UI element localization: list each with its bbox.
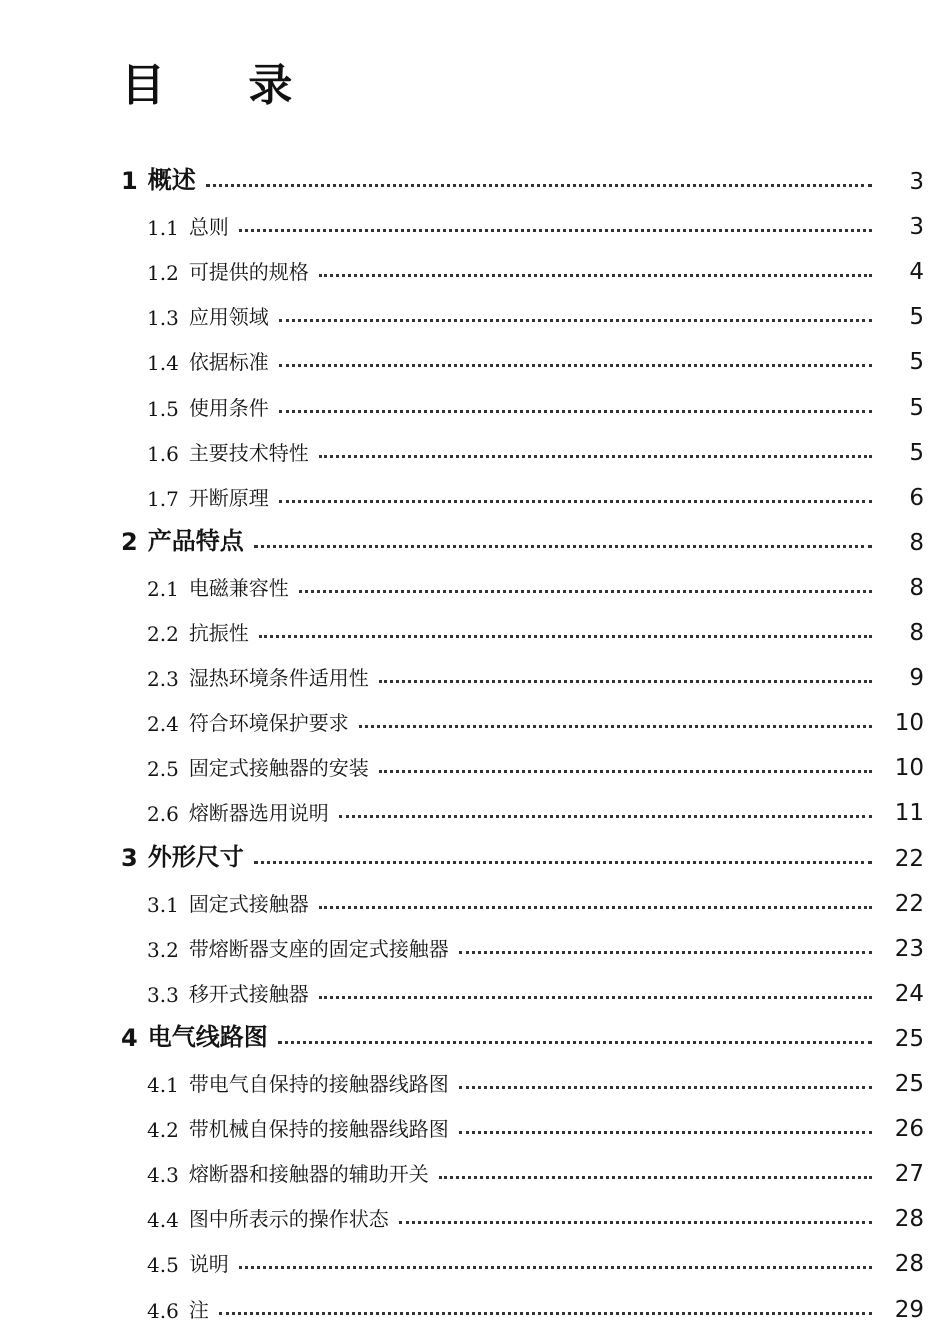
dot-leader — [254, 861, 872, 864]
entry-number: 1.7 — [147, 487, 179, 511]
entry-page-number: 3 — [909, 214, 924, 240]
toc-section-entry[interactable] — [0, 706, 950, 736]
toc-chapter-entry[interactable] — [0, 1022, 950, 1052]
toc-section-entry[interactable] — [0, 571, 950, 601]
entry-page-number: 25 — [894, 1071, 924, 1097]
entry-title: 注 — [188, 1298, 209, 1322]
toc-section-entry[interactable] — [0, 255, 950, 285]
entry-title: 图中所表示的操作状态 — [188, 1207, 389, 1231]
entry-number: 1.5 — [147, 397, 179, 421]
entry-number: 3.3 — [147, 983, 179, 1007]
entry-title: 湿热环境条件适用性 — [188, 666, 369, 690]
toc-section-entry[interactable] — [0, 932, 950, 962]
entry-title: 主要技术特性 — [188, 441, 309, 465]
entry-page-number: 4 — [909, 259, 924, 285]
entry-number: 1 — [121, 167, 138, 195]
toc-chapter-entry[interactable] — [0, 165, 950, 195]
toc-section-entry[interactable] — [0, 887, 950, 917]
dot-leader — [279, 319, 872, 322]
toc-section-entry[interactable] — [0, 751, 950, 781]
entry-title: 固定式接触器的安装 — [188, 756, 369, 780]
dot-leader — [279, 410, 872, 413]
entry-number: 4 — [121, 1024, 138, 1052]
entry-page-number: 5 — [909, 395, 924, 421]
entry-title: 产品特点 — [147, 527, 244, 555]
dot-leader — [439, 1176, 872, 1179]
entry-page-number: 25 — [894, 1026, 924, 1052]
dot-leader — [319, 274, 872, 277]
entry-title: 使用条件 — [188, 396, 269, 420]
entry-title: 抗振性 — [188, 621, 249, 645]
entry-title: 固定式接触器 — [188, 892, 309, 916]
dot-leader — [239, 229, 872, 232]
page-title: 目 录 — [121, 60, 327, 111]
entry-number: 1.4 — [147, 351, 179, 375]
toc-section-entry[interactable] — [0, 977, 950, 1007]
entry-title: 熔断器选用说明 — [188, 801, 329, 825]
entry-number: 2.2 — [147, 622, 179, 646]
dot-leader — [459, 951, 872, 954]
dot-leader — [319, 455, 872, 458]
entry-page-number: 5 — [909, 304, 924, 330]
entry-title: 熔断器和接触器的辅助开关 — [188, 1162, 429, 1186]
entry-page-number: 9 — [909, 665, 924, 691]
entry-number: 2.5 — [147, 757, 179, 781]
entry-number: 4.3 — [147, 1163, 179, 1187]
entry-title: 带机械自保持的接触器线路图 — [188, 1117, 449, 1141]
toc-section-entry[interactable] — [0, 1157, 950, 1187]
dot-leader — [379, 770, 872, 773]
entry-page-number: 27 — [894, 1161, 924, 1187]
toc-section-entry[interactable] — [0, 661, 950, 691]
entry-page-number: 11 — [894, 800, 924, 826]
entry-title: 电气线路图 — [147, 1023, 268, 1051]
dot-leader — [219, 1312, 872, 1315]
entry-title: 符合环境保护要求 — [188, 711, 349, 735]
dot-leader — [259, 635, 872, 638]
entry-title: 说明 — [188, 1252, 229, 1276]
entry-title: 电磁兼容性 — [188, 576, 289, 600]
dot-leader — [279, 500, 872, 503]
dot-leader — [206, 184, 872, 187]
entry-page-number: 29 — [894, 1297, 924, 1323]
dot-leader — [319, 906, 872, 909]
entry-title: 概述 — [147, 166, 196, 194]
entry-title: 移开式接触器 — [188, 982, 309, 1006]
dot-leader — [399, 1221, 872, 1224]
entry-number: 3 — [121, 844, 138, 872]
entry-number: 2.4 — [147, 712, 179, 736]
toc-section-entry[interactable] — [0, 1067, 950, 1097]
entry-page-number: 8 — [909, 575, 924, 601]
entry-page-number: 8 — [909, 620, 924, 646]
entry-number: 2 — [121, 528, 138, 556]
toc-section-entry[interactable] — [0, 1293, 950, 1323]
entry-number: 1.1 — [147, 216, 179, 240]
entry-page-number: 28 — [894, 1206, 924, 1232]
entry-title: 开断原理 — [188, 486, 269, 510]
entry-number: 3.1 — [147, 893, 179, 917]
entry-page-number: 10 — [894, 710, 924, 736]
dot-leader — [239, 1266, 872, 1269]
dot-leader — [359, 725, 872, 728]
toc-section-entry[interactable] — [0, 436, 950, 466]
entry-number: 4.4 — [147, 1208, 179, 1232]
entry-number: 4.1 — [147, 1073, 179, 1097]
entry-page-number: 28 — [894, 1251, 924, 1277]
entry-number: 4.5 — [147, 1253, 179, 1277]
toc-section-entry[interactable] — [0, 1112, 950, 1142]
entry-number: 1.6 — [147, 442, 179, 466]
toc-section-entry[interactable] — [0, 1247, 950, 1277]
entry-page-number: 6 — [909, 485, 924, 511]
entry-number: 2.1 — [147, 577, 179, 601]
dot-leader — [459, 1131, 872, 1134]
entry-page-number: 5 — [909, 440, 924, 466]
toc-section-entry[interactable] — [0, 391, 950, 421]
entry-page-number: 8 — [909, 530, 924, 556]
toc-chapter-entry[interactable] — [0, 526, 950, 556]
toc-chapter-entry[interactable] — [0, 842, 950, 872]
toc-section-entry[interactable] — [0, 300, 950, 330]
entry-number: 3.2 — [147, 938, 179, 962]
entry-title: 外形尺寸 — [147, 843, 244, 871]
entry-number: 4.6 — [147, 1299, 179, 1323]
dot-leader — [278, 1041, 872, 1044]
entry-page-number: 10 — [894, 755, 924, 781]
entry-title: 带电气自保持的接触器线路图 — [188, 1072, 449, 1096]
toc-section-entry[interactable] — [0, 481, 950, 511]
entry-number: 2.3 — [147, 667, 179, 691]
toc-section-entry[interactable] — [0, 210, 950, 240]
entry-title: 可提供的规格 — [188, 260, 309, 284]
entry-page-number: 22 — [894, 846, 924, 872]
entry-title: 带熔断器支座的固定式接触器 — [188, 937, 449, 961]
entry-page-number: 5 — [909, 349, 924, 375]
dot-leader — [254, 545, 872, 548]
entry-number: 4.2 — [147, 1118, 179, 1142]
entry-number: 1.3 — [147, 306, 179, 330]
entry-number: 1.2 — [147, 261, 179, 285]
entry-title: 依据标准 — [188, 350, 269, 374]
entry-page-number: 3 — [909, 169, 924, 195]
dot-leader — [279, 364, 872, 367]
entry-page-number: 24 — [894, 981, 924, 1007]
dot-leader — [299, 590, 872, 593]
entry-title: 总则 — [188, 215, 229, 239]
dot-leader — [459, 1086, 872, 1089]
toc-section-entry[interactable] — [0, 1202, 950, 1232]
toc-section-entry[interactable] — [0, 796, 950, 826]
toc-section-entry[interactable] — [0, 616, 950, 646]
dot-leader — [319, 996, 872, 999]
toc-section-entry[interactable] — [0, 345, 950, 375]
dot-leader — [379, 680, 872, 683]
dot-leader — [339, 815, 872, 818]
entry-page-number: 23 — [894, 936, 924, 962]
entry-page-number: 22 — [894, 891, 924, 917]
entry-number: 2.6 — [147, 802, 179, 826]
entry-title: 应用领域 — [188, 305, 269, 329]
entry-page-number: 26 — [894, 1116, 924, 1142]
